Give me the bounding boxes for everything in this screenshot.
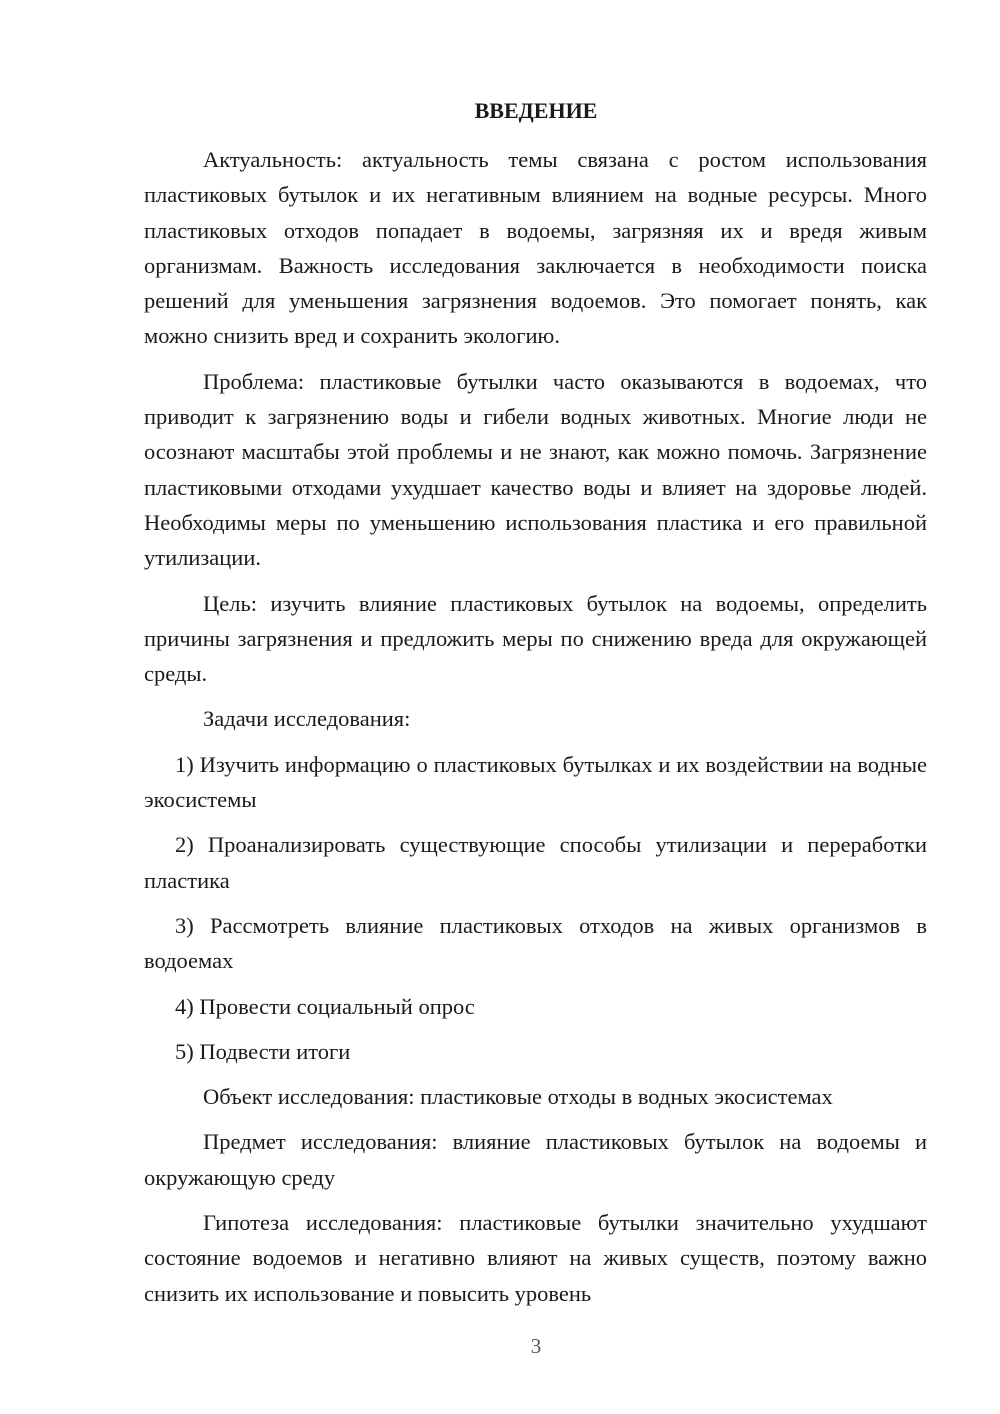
task-item-3: 3) Рассмотреть влияние пластиковых отходов на живых организмов в водоемах [144, 912, 927, 974]
paragraph-goal: Цель: изучить влияние пластиковых бутылок на водоемы, определить причины загрязнения и предложить меры по снижению вреда для окружающей среды. [144, 590, 927, 687]
task-item-2: 2) Проанализировать существующие способы утилизации и переработки пластика [144, 832, 927, 893]
paragraph-subject: Предмет исследования: влияние пластиковых бутылок на водоемы и окружающую среду [144, 1129, 927, 1190]
paragraph-relevance: Актуальность: актуальность темы связана с ростом использования пластиковых бутылок и их негативным влиянием на водные ресурсы. Много пластиковых отходов попадает в водоемы, загрязняя их и вредя живым организмам. Важность исследования заключается в необходимости поиска решений для уменьшения загрязнения водоемов. Это помогает понять, как можно снизить вред и сохранить экологию. [144, 147, 927, 349]
document-body [144, 142, 927, 1321]
paragraph-problem: Проблема: пластиковые бутылки часто оказываются в водоемах, что приводит к загрязнению воды и гибели водных животных. Многие люди не осознают масштабы этой проблемы и не знают, как можно помочь. Загрязнение пластиковыми отходами ухудшает качество воды и влияет на здоровье людей. Необходимы меры по уменьшению использования пластика и его правильной утилизации. [144, 368, 927, 571]
paragraph-hypothesis: Гипотеза исследования: пластиковые бутылки значительно ухудшают состояние водоемов и негативно влияют на живых существ, поэтому важно снизить их использование и повысить уровень [144, 1210, 927, 1306]
paragraph-tasks-heading: Задачи исследования: [203, 706, 411, 732]
task-item-5: 5) Подвести итоги [175, 1038, 351, 1064]
page-number: 3 [530, 1334, 542, 1358]
paragraph-object: Объект исследования: пластиковые отходы в водных экосистемах [203, 1084, 833, 1110]
task-item-1: 1) Изучить информацию о пластиковых бутылках и их воздействии на водные экосистемы [144, 751, 927, 813]
page-title: ВВЕДЕНИЕ [474, 98, 598, 123]
task-item-4: 4) Провести социальный опрос [175, 993, 475, 1019]
